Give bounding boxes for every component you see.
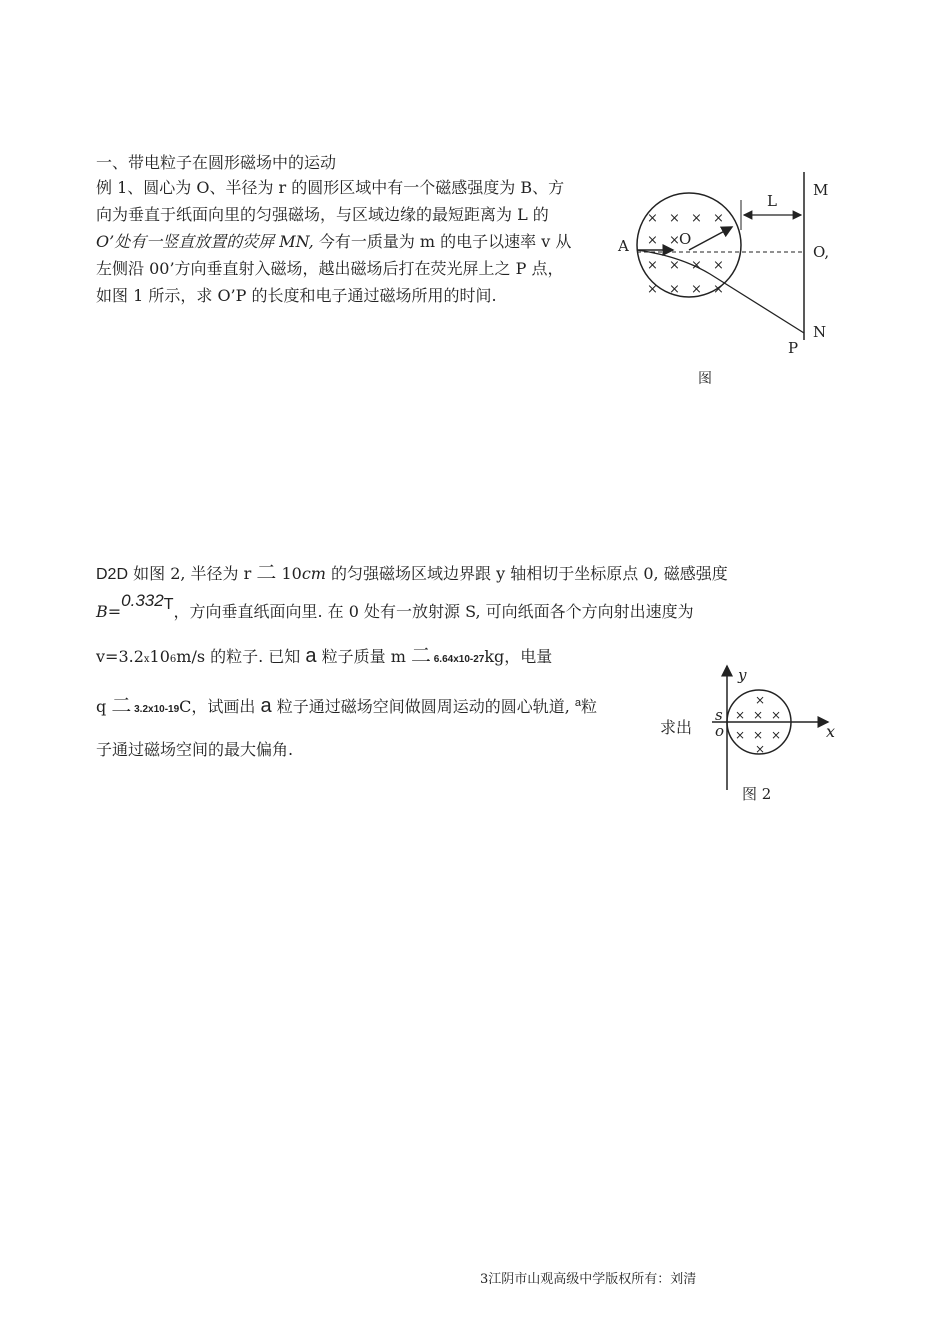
example1-line1: 例 1、圆心为 O、半径为 r 的圆形区域中有一个磁感强度为 B、方 bbox=[96, 178, 565, 197]
problem2-text: ，方向垂直纸面向里. 在 0 处有一放射源 S, 可向纸面各个方向射出速度为 bbox=[173, 602, 694, 621]
field-cross: × bbox=[713, 211, 724, 226]
label-a: A bbox=[618, 237, 629, 255]
field-cross: × bbox=[669, 258, 680, 273]
label-o: O bbox=[679, 230, 692, 248]
problem-number: D2D bbox=[96, 566, 129, 583]
field-cross: × bbox=[647, 233, 658, 248]
field-cross: × bbox=[691, 258, 702, 273]
radius-arrow bbox=[689, 227, 732, 250]
label-p: P bbox=[788, 339, 799, 357]
field-cross: × bbox=[669, 282, 680, 297]
field-cross: × bbox=[755, 693, 766, 707]
velocity-text: v=3.2 bbox=[96, 647, 144, 666]
field-cross: × bbox=[691, 211, 702, 226]
b-unit: T bbox=[163, 596, 174, 613]
field-cross: × bbox=[753, 728, 764, 742]
field-cross: × bbox=[735, 708, 746, 722]
problem2-text: 如图 2, 半径为 r bbox=[128, 564, 257, 583]
label-o: o bbox=[715, 722, 725, 740]
b-value: 0.332 bbox=[121, 591, 164, 610]
example1-line2: 向为垂直于纸面向里的匀强磁场，与区域边缘的最短距离为 L 的 bbox=[96, 205, 549, 224]
figure1-caption: 图 bbox=[698, 371, 712, 387]
figure2-caption: 图 2 bbox=[742, 785, 772, 803]
velocity-base: 10 bbox=[149, 647, 170, 666]
radius-unit: cm bbox=[301, 564, 326, 583]
equals-glyph: 二 bbox=[256, 560, 277, 584]
problem2-line4 bbox=[96, 693, 597, 722]
problem2-line3 bbox=[96, 643, 552, 672]
section-heading: 一、带电粒子在圆形磁场中的运动 bbox=[96, 153, 337, 172]
example1-line3 bbox=[96, 230, 571, 254]
problem2-text: 粒子通过磁场空间做圆周运动的圆心轨道, bbox=[271, 697, 575, 716]
radius-value: 10 bbox=[276, 564, 302, 583]
field-cross: × bbox=[647, 211, 658, 226]
equals-glyph: 二 bbox=[111, 693, 132, 717]
problem2-text: C，试画出 bbox=[179, 697, 261, 716]
label-o-prime: O, bbox=[813, 243, 830, 261]
example1-line5: 如图 1 所示，求 O’P 的长度和电子通过磁场所用的时间. bbox=[96, 286, 497, 305]
field-cross: × bbox=[753, 708, 764, 722]
field-cross: × bbox=[647, 258, 658, 273]
example1-line4: 左侧沿 00’方向垂直射入磁场，越出磁场后打在荧光屏上之 P 点， bbox=[96, 259, 564, 278]
problem2-text: kg，电量 bbox=[484, 647, 553, 666]
charge-symbol: q bbox=[96, 697, 112, 716]
field-cross: × bbox=[669, 211, 680, 226]
example1-line3-rest: 今有一质量为 m 的电子以速率 v 从 bbox=[313, 232, 572, 251]
problem2-text: 粒子质量 m bbox=[316, 647, 411, 666]
field-cross: × bbox=[647, 282, 658, 297]
qiuchu-text: 求出 bbox=[660, 718, 693, 737]
figure2-diagram bbox=[700, 660, 850, 810]
problem2-text: m/s 的粒子. 已知 bbox=[176, 647, 306, 666]
field-cross: × bbox=[755, 742, 766, 756]
problem2-line5: 子通过磁场空间的最大偏角. bbox=[96, 740, 294, 759]
problem2-line2 bbox=[96, 591, 694, 625]
label-y: y bbox=[738, 666, 747, 684]
field-cross: × bbox=[669, 233, 680, 248]
alpha-symbol: a bbox=[260, 695, 272, 717]
equals-glyph: 二 bbox=[410, 643, 431, 667]
label-s: s bbox=[715, 706, 723, 724]
charge-value: 3.2x10-19 bbox=[131, 704, 180, 715]
field-cross: × bbox=[771, 708, 782, 722]
alpha-symbol: a bbox=[574, 697, 582, 709]
footer-copyright: 3江阴市山观高级中学版权所有：刘清 bbox=[480, 1272, 697, 1287]
field-cross: × bbox=[691, 282, 702, 297]
label-m: M bbox=[813, 181, 829, 199]
field-cross: × bbox=[713, 258, 724, 273]
field-crosses bbox=[735, 693, 781, 756]
velocity-exponent: 6 bbox=[169, 654, 177, 665]
mass-value: 6.64x10-27 bbox=[430, 654, 485, 665]
field-cross: × bbox=[771, 728, 782, 742]
label-x: x bbox=[826, 722, 836, 741]
field-cross: × bbox=[735, 728, 746, 742]
velocity-times: x bbox=[143, 654, 150, 665]
figure1-diagram bbox=[610, 170, 840, 390]
problem2-text: 粒 bbox=[581, 697, 598, 716]
label-n: N bbox=[813, 323, 827, 341]
b-symbol: B= bbox=[96, 602, 122, 621]
field-cross: × bbox=[713, 282, 724, 297]
problem2-line1 bbox=[96, 560, 728, 587]
example1-line3-italic: O’处有一竖直放置的荧屏 MN, bbox=[96, 232, 314, 251]
label-l: L bbox=[767, 192, 777, 210]
problem2-text: 的匀强磁场区域边界跟 y 轴相切于坐标原点 0, 磁感强度 bbox=[325, 564, 728, 583]
alpha-symbol: a bbox=[305, 645, 317, 667]
